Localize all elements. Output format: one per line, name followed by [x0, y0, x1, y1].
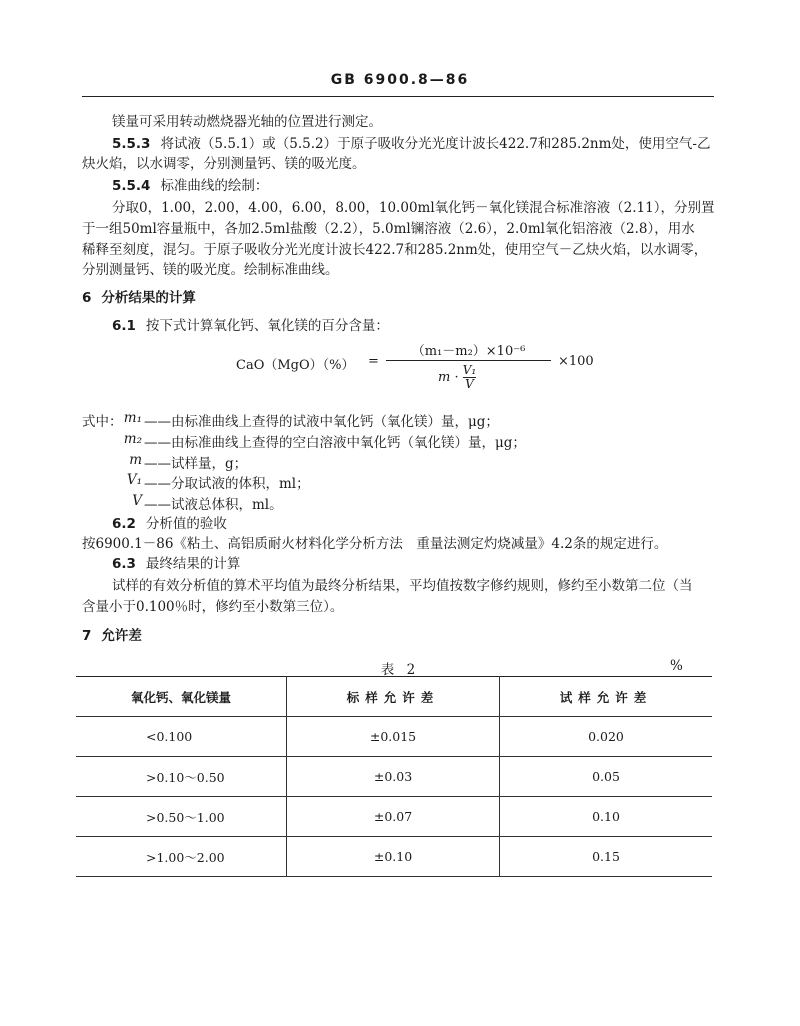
paragraph-line: 试样的有效分析值的算术平均值为最终分析结果，平均值按数字修约规则，修约至小数第二位（当 [112, 578, 693, 594]
formula-multiplier: ×100 [558, 354, 594, 369]
symbol-definition: ——由标准曲线上查得的试液中氧化钙（氧化镁）量，μg； [144, 414, 499, 430]
section-number: 6.1 [112, 318, 136, 334]
table-cell: ±0.015 [287, 717, 500, 757]
table-cell: >0.50～1.00 [76, 797, 287, 837]
paragraph-line: 炔火焰，以水调零，分别测量钙、镁的吸光度。 [82, 156, 366, 172]
table-cell: ±0.07 [287, 797, 500, 837]
table-cell: >0.10～0.50 [76, 757, 287, 797]
paragraph-line: 分取0，1.00，2.00，4.00，6.00，8.00，10.00ml氧化钙－氧化镁混合标准溶液（2.11），分别置 [112, 200, 715, 216]
table-cell: 0.020 [588, 729, 624, 744]
symbol-definition: ——由标准曲线上查得的空白溶液中氧化钙（氧化镁）量，μg； [144, 435, 526, 451]
table-row [76, 837, 712, 877]
header-rule [82, 96, 714, 97]
table-cell: 0.10 [592, 809, 620, 824]
paragraph-line: 分别测量钙、镁的吸光度。绘制标准曲线。 [82, 262, 339, 278]
paragraph-line: 于一组50ml容量瓶中，各加2.5ml盐酸（2.2），5.0ml镧溶液（2.6），2.0ml氧化铝溶液（2.8），用水 [82, 221, 695, 237]
symbol: m [129, 452, 142, 468]
section-number: 5.5.4 [112, 178, 151, 194]
paragraph-line: 镁量可采用转动燃烧器光轴的位置进行测定。 [112, 114, 382, 130]
section-number: 5.5.3 [112, 136, 151, 152]
volume-fraction: $\frac{\text{V₁}}{V}$ [462, 363, 477, 391]
symbol: m₂ [123, 431, 142, 447]
section-6-3: 6.3 最终结果的计算 [112, 556, 241, 572]
table-row [76, 717, 712, 757]
section-number: 6.2 [112, 516, 136, 532]
formula-equals: = [368, 354, 379, 369]
symbol-definition: ——试液总体积，ml。 [144, 497, 283, 513]
section-6-1: 6.1 按下式计算氧化钙、氧化镁的百分含量： [112, 318, 389, 334]
formula-lhs: CaO（MgO）（%） [236, 358, 355, 373]
symbol: V₁ [126, 472, 142, 488]
table-row [76, 757, 712, 797]
column-header: 氧化钙、氧化镁量 [76, 677, 287, 717]
paragraph-line: 按6900.1－86《粘土、高铝质耐火材料化学分析方法 重量法测定灼烧减量》4.2条的规定进行。 [82, 536, 668, 552]
formula-numerator: （m₁－m₂）×10⁻⁶ [411, 344, 526, 359]
symbol: V [132, 493, 142, 509]
table-unit: % [670, 658, 683, 674]
section-5-5-3: 5.5.3 将试液（5.5.1）或（5.5.2）于原子吸收分光光度计波长422.7和285.2nm处，使用空气-乙 [112, 136, 711, 152]
symbol-definition: ——试样量，g； [144, 456, 248, 472]
section-number: 6 [82, 290, 92, 306]
symbol-definition: ——分取试液的体积，ml； [144, 476, 310, 492]
column-header: 试样允许差 [559, 689, 653, 705]
section-number: 6.3 [112, 556, 136, 572]
page-header: GB 6900.8—86 [330, 72, 470, 88]
table-cell: ±0.10 [287, 837, 500, 877]
section-number: 7 [82, 628, 92, 644]
where-label: 式中： [82, 414, 123, 430]
section-5-5-4: 5.5.4 标准曲线的绘制： [112, 178, 269, 194]
table-cell: 0.05 [592, 769, 620, 784]
symbol: m₁ [123, 410, 142, 426]
table-cell: ±0.03 [287, 757, 500, 797]
fraction-bar [386, 360, 551, 361]
formula-denominator: m · $\frac{\text{V₁}}{V}$ [438, 363, 477, 391]
table-caption: 表 2 [380, 662, 420, 678]
section-7-heading: 7 允许差 [82, 628, 142, 644]
section-6-heading: 6 分析结果的计算 [82, 290, 196, 306]
table-cell: <0.100 [76, 717, 287, 757]
tolerance-table [76, 676, 712, 877]
table-header-row [76, 677, 712, 717]
column-header: 标样允许差 [287, 677, 500, 717]
section-6-2: 6.2 分析值的验收 [112, 516, 227, 532]
table-cell: >1.00～2.00 [76, 837, 287, 877]
table-row [76, 797, 712, 837]
paragraph-line: 稀释至刻度，混匀。于原子吸收分光光度计波长422.7和285.2nm处，使用空气－乙炔火焰，以水调零， [82, 242, 708, 258]
paragraph-line: 含量小于0.100％时，修约至小数第三位）。 [82, 599, 344, 615]
table-cell: 0.15 [592, 849, 620, 864]
